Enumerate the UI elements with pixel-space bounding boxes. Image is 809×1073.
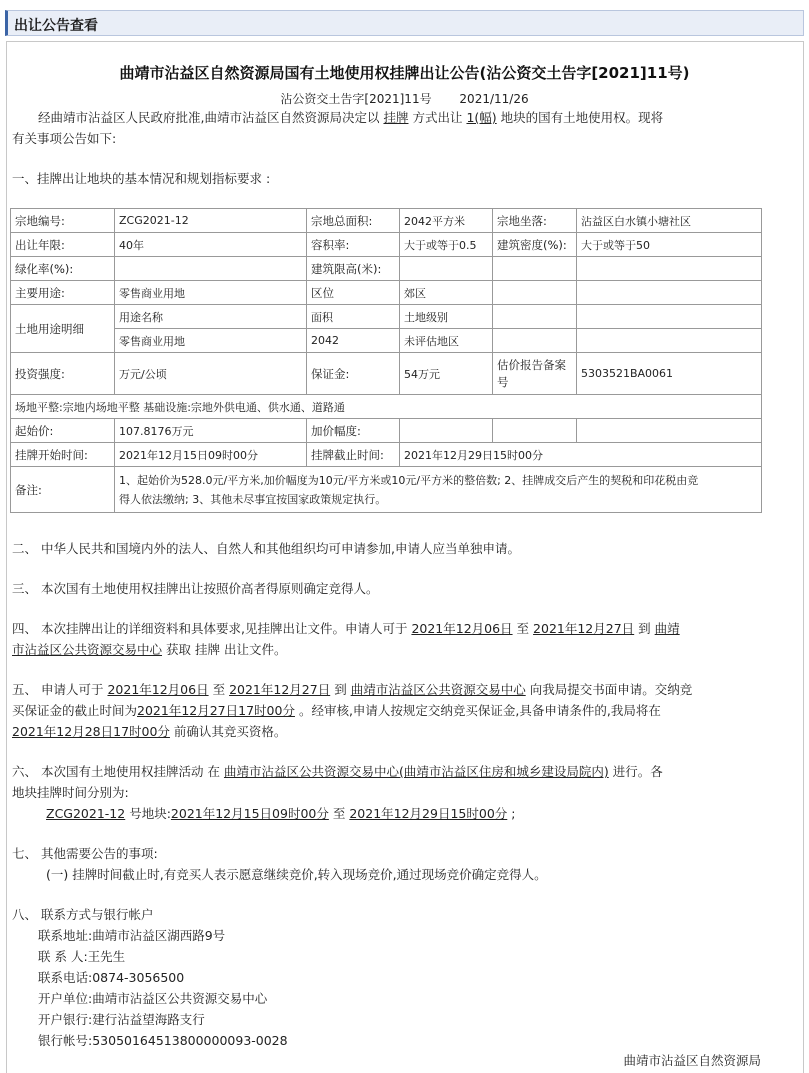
table-cell: 万元/公顷 bbox=[115, 353, 307, 395]
table-cell: 区位 bbox=[307, 281, 400, 305]
table-cell: 零售商业用地 bbox=[115, 329, 307, 353]
table-cell: 2021年12月29日15时00分 bbox=[400, 443, 762, 467]
table-row bbox=[11, 281, 762, 305]
table-row bbox=[11, 353, 762, 395]
date-start: 2021年12月06日 bbox=[411, 621, 513, 636]
table-cell: 宗地总面积: bbox=[307, 209, 400, 233]
table-cell: 挂牌开始时间: bbox=[11, 443, 115, 467]
table-cell: 建筑密度(%): bbox=[493, 233, 577, 257]
table-row bbox=[11, 257, 762, 281]
section-5-line-1 bbox=[12, 679, 692, 700]
section-7-item-1: (一) 挂牌时间截止时,有竞买人表示愿意继续竞价,转入现场竞价,通过现场竞价确定竞得人。 bbox=[46, 867, 547, 882]
intro-text-c: 地块的国有土地使用权。现将 bbox=[500, 110, 664, 125]
section-5-text: 五、 申请人可于 bbox=[12, 682, 104, 697]
section-5-text-c: 买保证金的截止时间为 bbox=[12, 703, 138, 718]
section-2: 二、 中华人民共和国境内外的法人、自然人和其他组织均可申请参加,申请人应当单独申请。 bbox=[12, 541, 520, 556]
contact-address: 联系地址:曲靖市沾益区湖西路9号 bbox=[38, 928, 226, 943]
table-cell: 估价报告备案号 bbox=[493, 353, 577, 395]
section-4-method: 挂牌 bbox=[195, 642, 221, 657]
section-6-schedule bbox=[46, 803, 515, 824]
table-cell: 加价幅度: bbox=[307, 419, 400, 443]
venue-link-part-1[interactable]: 曲靖 bbox=[654, 621, 680, 636]
date-end: 2021年12月27日 bbox=[533, 621, 635, 636]
table-cell: 2021年12月15日09时00分 bbox=[115, 443, 307, 467]
table-cell: 土地用途明细 bbox=[11, 305, 115, 353]
table-cell: 投资强度: bbox=[11, 353, 115, 395]
table-cell bbox=[577, 419, 762, 443]
table-cell: 沾益区白水镇小塘社区 bbox=[577, 209, 762, 233]
table-cell: 备注: bbox=[11, 467, 115, 513]
announcement-code: 沾公资交土告字[2021]11号 bbox=[280, 92, 432, 106]
section-5-line-2 bbox=[12, 700, 661, 721]
table-cell: 用途名称 bbox=[115, 305, 307, 329]
table-cell bbox=[493, 257, 577, 281]
table-cell bbox=[577, 257, 762, 281]
intro-line-1 bbox=[38, 107, 663, 128]
listing-start: 2021年12月15日09时00分 bbox=[170, 806, 329, 821]
table-cell: 主要用途: bbox=[11, 281, 115, 305]
issuer-signature: 曲靖市沾益区自然资源局 bbox=[623, 1053, 761, 1068]
section-1-heading: 一、挂牌出让地块的基本情况和规划指标要求 : bbox=[12, 171, 271, 186]
table-cell bbox=[577, 305, 762, 329]
remark-line: 得人依法缴纳; 3、其他未尽事宜按国家政策规定执行。 bbox=[119, 492, 387, 506]
table-cell: 54万元 bbox=[400, 353, 493, 395]
table-cell: 场地平整:宗地内场地平整 基础设施:宗地外供电通、供水通、道路通 bbox=[11, 395, 762, 419]
intro-text-a: 经曲靖市沾益区人民政府批准,曲靖市沾益区自然资源局决定以 bbox=[38, 110, 380, 125]
table-cell bbox=[493, 419, 577, 443]
section-5-at: 到 bbox=[334, 682, 347, 697]
table-row bbox=[11, 395, 762, 419]
intro-text-b: 方式出让 bbox=[412, 110, 463, 125]
table-cell bbox=[115, 257, 307, 281]
table-cell: 宗地坐落: bbox=[493, 209, 577, 233]
table-cell bbox=[400, 257, 493, 281]
announcement-date: 2021/11/26 bbox=[459, 92, 529, 106]
table-cell: 容积率: bbox=[307, 233, 400, 257]
contact-phone: 联系电话:0874-3056500 bbox=[38, 970, 185, 985]
section-4-text: 四、 本次挂牌出让的详细资料和具体要求,见挂牌出让文件。申请人可于 bbox=[12, 621, 408, 636]
account-bank: 开户银行:建行沾益望海路支行 bbox=[38, 1012, 205, 1027]
section-7: 七、 其他需要公告的事项: bbox=[12, 846, 158, 861]
table-cell: 郊区 bbox=[400, 281, 493, 305]
table-cell bbox=[493, 305, 577, 329]
table-cell: 保证金: bbox=[307, 353, 400, 395]
table-cell: 土地级别 bbox=[400, 305, 493, 329]
page-header bbox=[5, 10, 804, 36]
venue-link[interactable]: 曲靖市沾益区公共资源交易中心 bbox=[350, 682, 526, 697]
remark-line: 1、起始价为528.0元/平方米,加价幅度为10元/平方米或10元/平方米的整倍数; 2、挂牌成交后产生的契税和印花税由竞 bbox=[119, 473, 699, 487]
table-cell: 40年 bbox=[115, 233, 307, 257]
date-start: 2021年12月06日 bbox=[107, 682, 209, 697]
announcement-meta bbox=[0, 90, 809, 107]
table-row bbox=[11, 209, 762, 233]
section-6-line-1 bbox=[12, 761, 663, 782]
section-6-text: 六、 本次国有土地使用权挂牌活动 bbox=[12, 764, 204, 779]
venue-link-part-2[interactable]: 市沾益区公共资源交易中心 bbox=[12, 642, 163, 657]
table-cell: 大于或等于50 bbox=[577, 233, 762, 257]
parcel-info-table bbox=[10, 208, 762, 513]
schedule-end: ; bbox=[511, 806, 516, 821]
table-row bbox=[11, 467, 762, 513]
page-title: 出让公告查看 bbox=[14, 18, 98, 34]
account-unit: 开户单位:曲靖市沾益区公共资源交易中心 bbox=[38, 991, 268, 1006]
section-5-line-3 bbox=[12, 721, 286, 742]
table-cell: 大于或等于0.5 bbox=[400, 233, 493, 257]
listing-end: 2021年12月29日15时00分 bbox=[349, 806, 508, 821]
table-cell: 宗地编号: bbox=[11, 209, 115, 233]
contact-person: 联 系 人:王先生 bbox=[38, 949, 126, 964]
section-4-at: 到 bbox=[638, 621, 651, 636]
section-8: 八、 联系方式与银行帐户 bbox=[12, 907, 154, 922]
table-cell: 建筑限高(米): bbox=[307, 257, 400, 281]
account-number: 银行帐号:53050164513800000093-0028 bbox=[38, 1033, 288, 1048]
date-end: 2021年12月27日 bbox=[229, 682, 331, 697]
section-6-text-b: 进行。各 bbox=[612, 764, 663, 779]
schedule-to: 至 bbox=[332, 806, 346, 821]
table-cell bbox=[493, 281, 577, 305]
section-5-text-d: 。经审核,申请人按规定交纳竞买保证金,具备申请条件的,我局将在 bbox=[298, 703, 661, 718]
section-5-text-b: 向我局提交书面申请。交纳竞 bbox=[529, 682, 693, 697]
section-4-obtain: 获取 bbox=[166, 642, 192, 657]
venue-link[interactable]: 曲靖市沾益区公共资源交易中心(曲靖市沾益区住房和城乡建设局院内) bbox=[223, 764, 609, 779]
section-4-line-1 bbox=[12, 618, 680, 639]
table-cell: 2042 bbox=[307, 329, 400, 353]
table-cell: 面积 bbox=[307, 305, 400, 329]
table-cell: 未评估地区 bbox=[400, 329, 493, 353]
intro-line-2: 有关事项公告如下: bbox=[12, 131, 117, 146]
table-cell: 挂牌截止时间: bbox=[307, 443, 400, 467]
table-cell: 起始价: bbox=[11, 419, 115, 443]
section-3: 三、 本次国有土地使用权挂牌出让按照价高者得原则确定竞得人。 bbox=[12, 581, 379, 596]
table-cell: 2042平方米 bbox=[400, 209, 493, 233]
table-cell: 零售商业用地 bbox=[115, 281, 307, 305]
announcement-title: 曲靖市沾益区自然资源局国有土地使用权挂牌出让公告(沾公资交土告字[2021]11号) bbox=[119, 64, 690, 82]
table-cell bbox=[577, 329, 762, 353]
section-4-line-2 bbox=[12, 639, 287, 660]
table-cell bbox=[577, 281, 762, 305]
table-cell: 出让年限: bbox=[11, 233, 115, 257]
table-cell bbox=[115, 467, 762, 513]
table-cell: 107.8176万元 bbox=[115, 419, 307, 443]
table-cell bbox=[493, 329, 577, 353]
section-4-to: 至 bbox=[516, 621, 530, 636]
section-5-to: 至 bbox=[212, 682, 226, 697]
parcel-label: 号地块: bbox=[129, 806, 171, 821]
table-cell: 5303521BA0061 bbox=[577, 353, 762, 395]
table-row bbox=[11, 305, 762, 329]
table-row bbox=[11, 419, 762, 443]
deposit-deadline: 2021年12月27日17时00分 bbox=[137, 703, 295, 718]
intro-count: 1(幅) bbox=[466, 110, 497, 125]
table-row bbox=[11, 233, 762, 257]
section-6-line-2: 地块挂牌时间分别为: bbox=[12, 785, 129, 800]
table-cell: 绿化率(%): bbox=[11, 257, 115, 281]
table-cell: ZCG2021-12 bbox=[115, 209, 307, 233]
section-6-in: 在 bbox=[207, 764, 220, 779]
section-4-doc: 出让文件。 bbox=[224, 642, 287, 657]
parcel-code: ZCG2021-12 bbox=[46, 806, 126, 821]
table-row bbox=[11, 443, 762, 467]
qualification-deadline: 2021年12月28日17时00分 bbox=[12, 724, 170, 739]
section-5-text-e: 前确认其竞买资格。 bbox=[173, 724, 287, 739]
intro-method: 挂牌 bbox=[383, 110, 409, 125]
table-cell bbox=[400, 419, 493, 443]
table-row bbox=[11, 329, 762, 353]
